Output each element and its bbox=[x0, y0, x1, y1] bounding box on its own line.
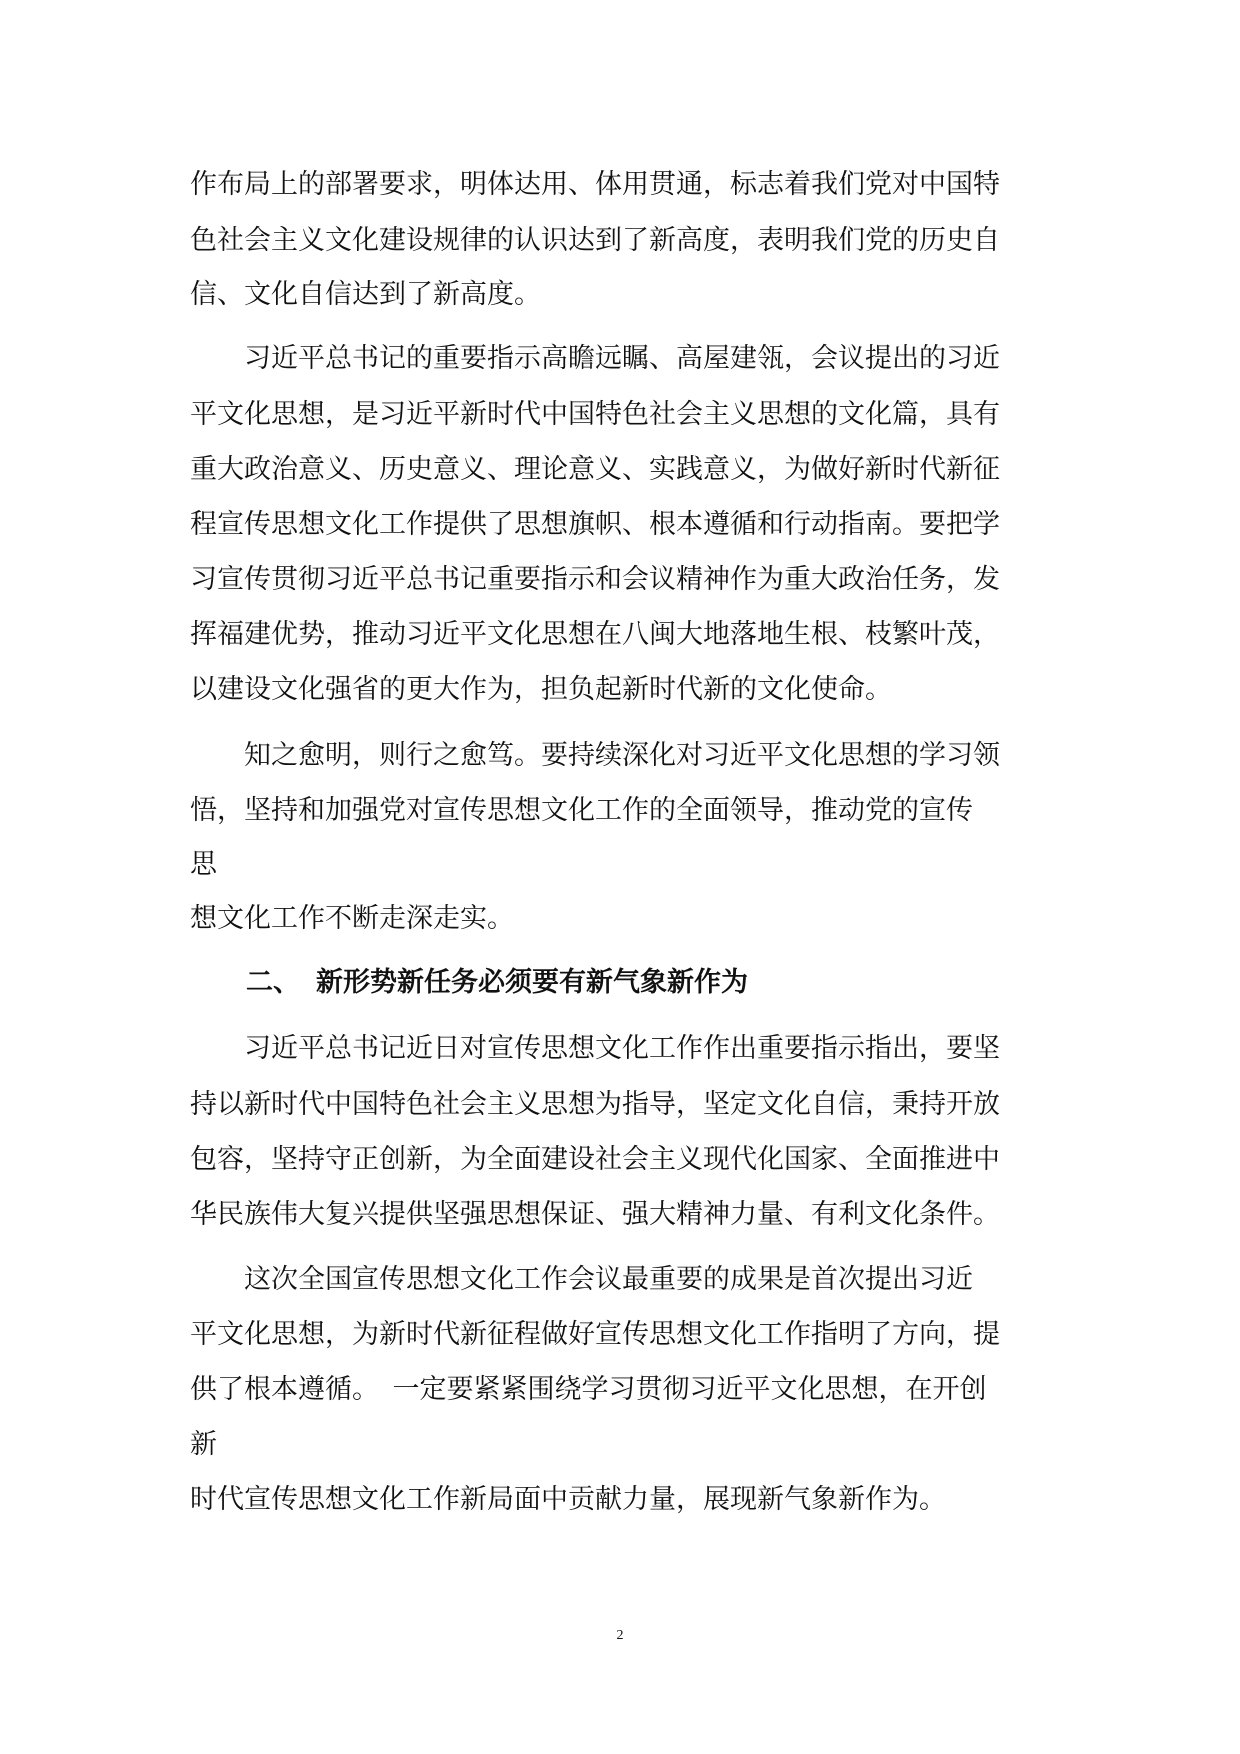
paragraph-5-line-5: 时代宣传思想文化工作新局面中贡献力量，展现新气象新作为。 bbox=[190, 1484, 946, 1515]
paragraph-5-line-4: 新 bbox=[190, 1429, 217, 1460]
paragraph-3-line-4: 想文化工作不断走深走实。 bbox=[190, 903, 514, 934]
paragraph-2-line-3: 重大政治意义、历史意义、理论意义、实践意义，为做好新时代新征 bbox=[190, 454, 1000, 485]
paragraph-5-line-1: 这次全国宣传思想文化工作会议最重要的成果是首次提出习近 bbox=[190, 1264, 973, 1295]
paragraph-2-line-2: 平文化思想，是习近平新时代中国特色社会主义思想的文化篇，具有 bbox=[190, 399, 1000, 430]
paragraph-3-line-1: 知之愈明，则行之愈笃。要持续深化对习近平文化思想的学习领 bbox=[190, 740, 1000, 771]
paragraph-3-line-2: 悟，坚持和加强党对宣传思想文化工作的全面领导，推动党的宣传 bbox=[190, 795, 973, 826]
paragraph-2-line-7: 以建设文化强省的更大作为，担负起新时代新的文化使命。 bbox=[190, 674, 892, 705]
paragraph-4-line-2: 持以新时代中国特色社会主义思想为指导，坚定文化自信，秉持开放 bbox=[190, 1089, 1000, 1120]
paragraph-4-line-4: 华民族伟大复兴提供坚强思想保证、强大精神力量、有利文化条件。 bbox=[190, 1199, 1000, 1230]
paragraph-5-line-2: 平文化思想，为新时代新征程做好宣传思想文化工作指明了方向，提 bbox=[190, 1319, 1000, 1350]
page-number: 2 bbox=[616, 1628, 624, 1643]
section-title: 新形势新任务必须要有新气象新作为 bbox=[316, 967, 748, 998]
paragraph-1-line-3: 信、文化自信达到了新高度。 bbox=[190, 279, 541, 310]
paragraph-3-line-3: 思 bbox=[190, 849, 217, 880]
paragraph-5-line-3: 供了根本遵循。 一定要紧紧围绕学习贯彻习近平文化思想，在开创 bbox=[190, 1374, 987, 1405]
paragraph-2-line-6: 挥福建优势，推动习近平文化思想在八闽大地落地生根、枝繁叶茂， bbox=[190, 619, 1000, 650]
paragraph-2-line-5: 习宣传贯彻习近平总书记重要指示和会议精神作为重大政治任务，发 bbox=[190, 564, 1000, 595]
section-number: 二、 bbox=[246, 967, 300, 998]
paragraph-4-line-1: 习近平总书记近日对宣传思想文化工作作出重要指示指出，要坚 bbox=[190, 1033, 1000, 1064]
section-heading bbox=[246, 965, 748, 1001]
paragraph-1-line-1: 作布局上的部署要求，明体达用、体用贯通，标志着我们党对中国特 bbox=[190, 169, 1000, 200]
paragraph-2-line-1: 习近平总书记的重要指示高瞻远瞩、高屋建瓴，会议提出的习近 bbox=[190, 343, 1000, 374]
paragraph-4-line-3: 包容，坚持守正创新，为全面建设社会主义现代化国家、全面推进中 bbox=[190, 1144, 1000, 1175]
paragraph-2-line-4: 程宣传思想文化工作提供了思想旗帜、根本遵循和行动指南。要把学 bbox=[190, 509, 1000, 540]
paragraph-1-line-2: 色社会主义文化建设规律的认识达到了新高度，表明我们党的历史自 bbox=[190, 225, 1000, 256]
